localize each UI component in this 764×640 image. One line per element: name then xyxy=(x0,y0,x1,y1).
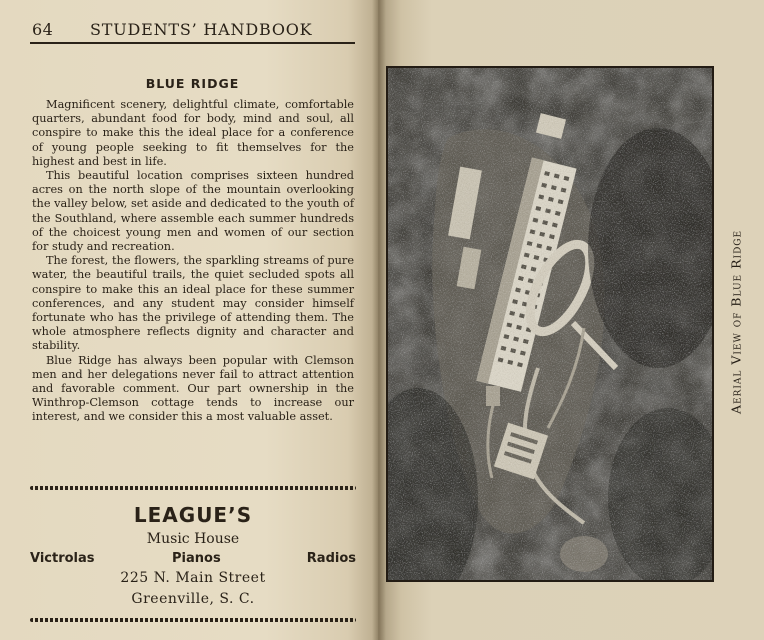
ad-city: Greenville, S. C. xyxy=(131,591,255,607)
ad-street-address: 225 N. Main Street xyxy=(120,570,266,586)
ad-product: Victrolas xyxy=(30,551,95,566)
aerial-photo xyxy=(386,66,714,582)
article-paragraph: The forest, the flowers, the sparkling streams of pure water, the beautiful trails, the quiet secluded spots all conspire to make this an ideal place for these summer conferences, and any student may consider himself fortunate who has the privilege of attending them. The whole atmosphere reflects dignity and character and stability. xyxy=(32,254,354,353)
article-paragraph: Blue Ridge has always been popular with Clemson men and her delegations never fail to attract attention and favorable comment. Our part ownership in the Winthrop-Clemson cottage tends to increase our interest, and we consider this a most valuable asset. xyxy=(32,353,354,424)
ad-store-subtitle: Music House xyxy=(146,531,240,547)
aerial-photo-image xyxy=(388,68,712,580)
ad-store-name: LEAGUE’S xyxy=(133,503,253,527)
page-number: 64 xyxy=(32,20,54,39)
article-body xyxy=(32,98,354,425)
page-header xyxy=(30,20,355,44)
article-title: BLUE RIDGE xyxy=(145,76,240,91)
left-page xyxy=(0,0,378,640)
book-gutter xyxy=(372,0,386,640)
article-paragraph: Magnificent scenery, delightful climate, comfortable quarters, abundant food for body, mind and soul, all conspire to make this the ideal place for a conference of young people seeking to fit themselves for the highest and best in life. xyxy=(32,98,354,168)
running-head: STUDENTS’ HANDBOOK xyxy=(90,20,313,39)
ad-product: Pianos xyxy=(172,551,221,566)
article-paragraph: This beautiful location comprises sixteen hundred acres on the north slope of the mountain overlooking the valley below, set aside and dedicated to the youth of the Southland, where assemble each summer hundreds of the choicest young men and women of our section for study and recreation. xyxy=(32,169,354,254)
ad-top-rule xyxy=(30,486,356,490)
ad-product-row xyxy=(30,551,356,571)
ad-product: Radios xyxy=(306,551,356,566)
photo-caption: Aerial View of Blue Ridge xyxy=(728,229,744,415)
ad-bottom-rule xyxy=(30,618,356,622)
